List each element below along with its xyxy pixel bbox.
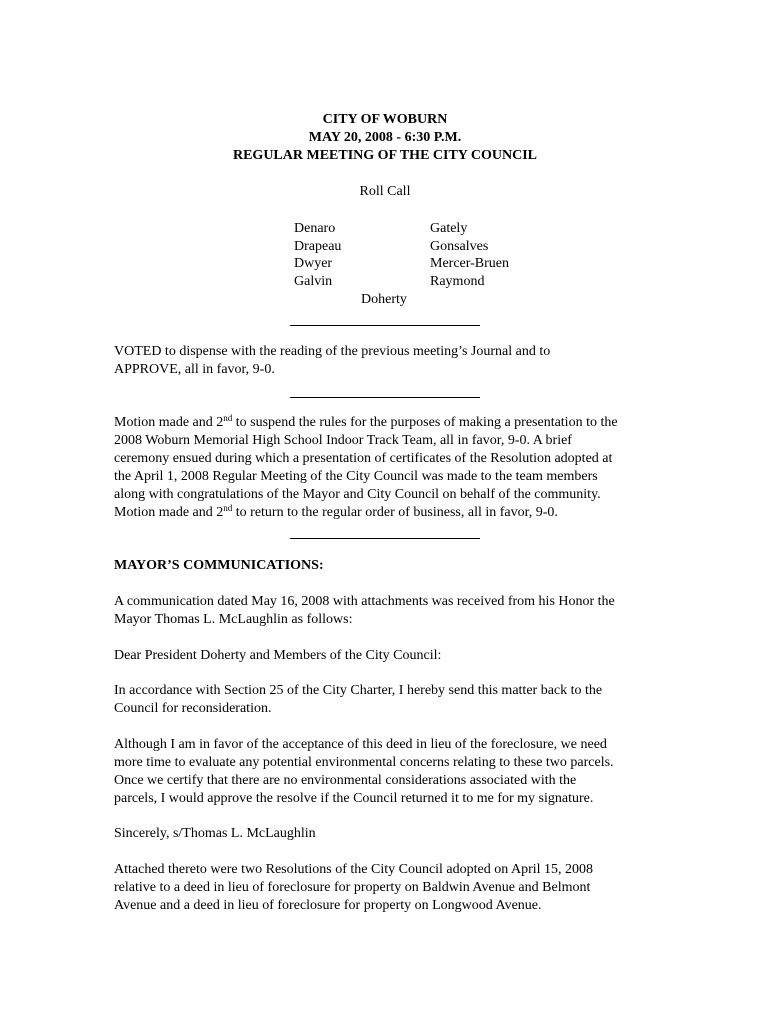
divider-line <box>290 397 480 398</box>
salutation: Dear President Doherty and Members of the City Council: <box>114 648 442 663</box>
accordance-paragraph: In accordance with Section 25 of the City Charter, I hereby send this matter back to the Council for reconsideration. <box>114 683 603 716</box>
roll-call-name: Mercer-Bruen <box>430 256 510 271</box>
roll-call-name: Gately <box>430 221 468 236</box>
section-heading: MAYOR’S COMMUNICATIONS: <box>114 558 324 573</box>
attached-paragraph: Attached thereto were two Resolutions of the City Council adopted on April 15, 2008 relative to a deed in lieu of foreclosure for property on Baldwin Avenue and Belmont Avenue and a deed in lieu of foreclosure for property on Longwood Avenue. <box>114 862 594 913</box>
roll-call-right-column <box>430 220 509 290</box>
header-date: MAY 20, 2008 - 6:30 P.M. <box>308 130 462 145</box>
divider-line <box>290 325 480 326</box>
roll-call-name: Galvin <box>294 273 333 289</box>
roll-call-name: Gonsalves <box>430 238 489 254</box>
communication-paragraph: A communication dated May 16, 2008 with attachments was received from his Honor the Mayor Thomas L. McLaughlin as follows: <box>114 594 615 627</box>
signoff: Sincerely, s/Thomas L. McLaughlin <box>114 826 316 841</box>
motion-paragraph: Motion made and 2nd to suspend the rules for the purposes of making a presentation to the 2008 Woburn Memorial High School Indoor Track Team, all in favor, 9-0. A brief ceremony ensued during which a presentation of certificates of the Resolution adopted at the April 1, 2008 Regular Meeting of the City Council was made to the team members along with congratulations of the Mayor and City Council on behalf of the community. Motion made and 2nd to return to the regular order of business, all in favor, 9-0. <box>114 413 618 520</box>
header-city: CITY OF WOBURN <box>322 112 448 127</box>
roll-call-president: Doherty <box>361 292 407 307</box>
roll-call-left-column <box>294 220 341 290</box>
header-meeting: REGULAR MEETING OF THE CITY COUNCIL <box>232 148 538 163</box>
roll-call-name: Dwyer <box>294 256 333 271</box>
voted-paragraph: VOTED to dispense with the reading of the previous meeting’s Journal and to APPROVE, all in favor, 9-0. <box>114 344 551 377</box>
roll-call-name: Raymond <box>430 273 485 289</box>
although-paragraph: Although I am in favor of the acceptance of this deed in lieu of the foreclosure, we need more time to evaluate any potential environmental concerns relating to these two parcels. Once we certify that there are no environmental considerations associated with the parcels, I would approve the resolve if the Council returned it to me for my signature. <box>114 737 614 806</box>
roll-call-title: Roll Call <box>359 184 411 199</box>
document-header <box>0 111 770 165</box>
roll-call-name: Denaro <box>294 221 336 236</box>
roll-call-name: Drapeau <box>294 238 342 254</box>
divider-line <box>290 538 480 539</box>
